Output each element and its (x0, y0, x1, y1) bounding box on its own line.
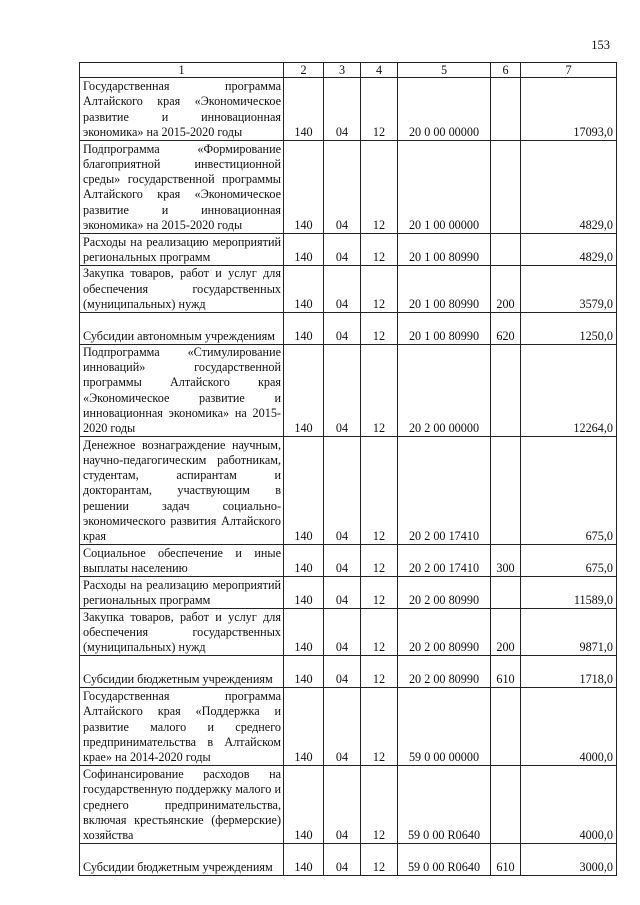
cell-col-2: 140 (284, 688, 324, 766)
table-row (80, 609, 617, 656)
cell-col-4: 12 (361, 313, 398, 345)
cell-name: Софинансирование расходов на государственную поддержку малого и среднего предпринимательства, включая крестьянские (фермерские) хозяйства (80, 766, 284, 844)
cell-name: Государственная программа Алтайского края «Поддержка и развитие малого и среднего предпринимательства в Алтайском крае» на 2014-2020 годы (80, 688, 284, 766)
cell-col-4: 12 (361, 78, 398, 141)
cell-col-2: 140 (284, 766, 324, 844)
header-col-3: 3 (324, 63, 361, 78)
cell-col-5: 59 0 00 R0640 (398, 766, 491, 844)
cell-col-4: 12 (361, 234, 398, 266)
cell-col-6: 200 (491, 609, 521, 656)
cell-col-2: 140 (284, 545, 324, 577)
cell-col-5: 20 1 00 80990 (398, 266, 491, 313)
cell-name: Субсидии бюджетным учреждениям (80, 844, 284, 876)
cell-col-2: 140 (284, 266, 324, 313)
cell-col-5: 20 1 00 00000 (398, 141, 491, 234)
table-row (80, 656, 617, 688)
cell-col-2: 140 (284, 844, 324, 876)
cell-col-7: 3579,0 (521, 266, 617, 313)
cell-col-5: 20 2 00 17410 (398, 437, 491, 545)
cell-col-2: 140 (284, 345, 324, 437)
table-row (80, 78, 617, 141)
header-col-7: 7 (521, 63, 617, 78)
cell-col-2: 140 (284, 609, 324, 656)
table-row (80, 844, 617, 876)
cell-name: Закупка товаров, работ и услуг для обеспечения государственных (муниципальных) нужд (80, 609, 284, 656)
table-row (80, 266, 617, 313)
header-col-5: 5 (398, 63, 491, 78)
cell-col-5: 59 0 00 R0640 (398, 844, 491, 876)
table-row (80, 545, 617, 577)
cell-col-5: 59 0 00 00000 (398, 688, 491, 766)
cell-col-3: 04 (324, 688, 361, 766)
table-header-row (80, 63, 617, 78)
cell-col-5: 20 2 00 00000 (398, 345, 491, 437)
cell-col-6: 200 (491, 266, 521, 313)
cell-col-4: 12 (361, 766, 398, 844)
cell-col-6 (491, 234, 521, 266)
cell-col-5: 20 2 00 80990 (398, 656, 491, 688)
cell-col-2: 140 (284, 78, 324, 141)
cell-col-6: 300 (491, 545, 521, 577)
cell-col-4: 12 (361, 141, 398, 234)
cell-name: Подпрограмма «Стимулирование инноваций» государственной программы Алтайского края «Экономическое развитие и инновационная экономика» на 2015-2020 годы (80, 345, 284, 437)
cell-col-7: 1250,0 (521, 313, 617, 345)
cell-col-7: 4829,0 (521, 141, 617, 234)
cell-col-3: 04 (324, 313, 361, 345)
cell-col-5: 20 2 00 17410 (398, 545, 491, 577)
cell-name: Социальное обеспечение и иные выплаты населению (80, 545, 284, 577)
cell-col-6 (491, 345, 521, 437)
cell-col-7: 17093,0 (521, 78, 617, 141)
table-row (80, 313, 617, 345)
table-row (80, 688, 617, 766)
cell-col-2: 140 (284, 577, 324, 609)
cell-col-3: 04 (324, 78, 361, 141)
cell-col-5: 20 2 00 80990 (398, 577, 491, 609)
cell-col-5: 20 1 00 80990 (398, 234, 491, 266)
header-col-6: 6 (491, 63, 521, 78)
cell-col-7: 12264,0 (521, 345, 617, 437)
cell-col-4: 12 (361, 688, 398, 766)
cell-col-6 (491, 78, 521, 141)
cell-col-4: 12 (361, 609, 398, 656)
cell-col-6: 610 (491, 656, 521, 688)
cell-col-7: 675,0 (521, 437, 617, 545)
cell-col-3: 04 (324, 656, 361, 688)
cell-col-3: 04 (324, 437, 361, 545)
cell-col-4: 12 (361, 844, 398, 876)
cell-col-5: 20 0 00 00000 (398, 78, 491, 141)
cell-col-6 (491, 688, 521, 766)
cell-col-4: 12 (361, 437, 398, 545)
cell-col-5: 20 2 00 80990 (398, 609, 491, 656)
cell-col-3: 04 (324, 345, 361, 437)
cell-col-7: 4000,0 (521, 766, 617, 844)
cell-col-3: 04 (324, 609, 361, 656)
cell-col-3: 04 (324, 141, 361, 234)
header-col-2: 2 (284, 63, 324, 78)
cell-col-3: 04 (324, 234, 361, 266)
cell-col-7: 9871,0 (521, 609, 617, 656)
cell-col-3: 04 (324, 577, 361, 609)
cell-name: Государственная программа Алтайского края «Экономическое развитие и инновационная экономика» на 2015-2020 годы (80, 78, 284, 141)
cell-col-7: 4000,0 (521, 688, 617, 766)
cell-col-2: 140 (284, 234, 324, 266)
table-row (80, 577, 617, 609)
cell-col-6 (491, 141, 521, 234)
cell-name: Денежное вознаграждение научным, научно-педагогическим работникам, студентам, аспирантам и докторантам, участвующим в решении задач социально-экономического развития Алтайского края (80, 437, 284, 545)
table-row (80, 141, 617, 234)
cell-name: Субсидии автономным учреждениям (80, 313, 284, 345)
cell-col-6 (491, 577, 521, 609)
cell-col-6 (491, 766, 521, 844)
cell-col-2: 140 (284, 437, 324, 545)
cell-col-7: 11589,0 (521, 577, 617, 609)
page-number: 153 (591, 38, 610, 52)
cell-col-4: 12 (361, 345, 398, 437)
table-row (80, 234, 617, 266)
cell-col-4: 12 (361, 545, 398, 577)
cell-col-3: 04 (324, 545, 361, 577)
table-row (80, 345, 617, 437)
cell-col-5: 20 1 00 80990 (398, 313, 491, 345)
cell-col-6 (491, 437, 521, 545)
header-col-4: 4 (361, 63, 398, 78)
cell-col-6: 610 (491, 844, 521, 876)
cell-name: Расходы на реализацию мероприятий региональных программ (80, 577, 284, 609)
cell-name: Расходы на реализацию мероприятий региональных программ (80, 234, 284, 266)
budget-table (79, 62, 617, 876)
cell-col-7: 3000,0 (521, 844, 617, 876)
cell-name: Субсидии бюджетным учреждениям (80, 656, 284, 688)
cell-name: Подпрограмма «Формирование благоприятной инвестиционной среды» государственной программы Алтайского края «Экономическое развитие и инновационная экономика» на 2015-2020 годы (80, 141, 284, 234)
cell-col-7: 1718,0 (521, 656, 617, 688)
table-row (80, 437, 617, 545)
cell-col-2: 140 (284, 141, 324, 234)
cell-col-2: 140 (284, 656, 324, 688)
cell-col-4: 12 (361, 656, 398, 688)
cell-col-3: 04 (324, 844, 361, 876)
cell-col-7: 675,0 (521, 545, 617, 577)
cell-col-3: 04 (324, 266, 361, 313)
cell-col-2: 140 (284, 313, 324, 345)
cell-col-4: 12 (361, 266, 398, 313)
cell-col-7: 4829,0 (521, 234, 617, 266)
cell-col-6: 620 (491, 313, 521, 345)
cell-col-4: 12 (361, 577, 398, 609)
cell-name: Закупка товаров, работ и услуг для обеспечения государственных (муниципальных) нужд (80, 266, 284, 313)
header-col-1: 1 (80, 63, 284, 78)
cell-col-3: 04 (324, 766, 361, 844)
table-row (80, 766, 617, 844)
